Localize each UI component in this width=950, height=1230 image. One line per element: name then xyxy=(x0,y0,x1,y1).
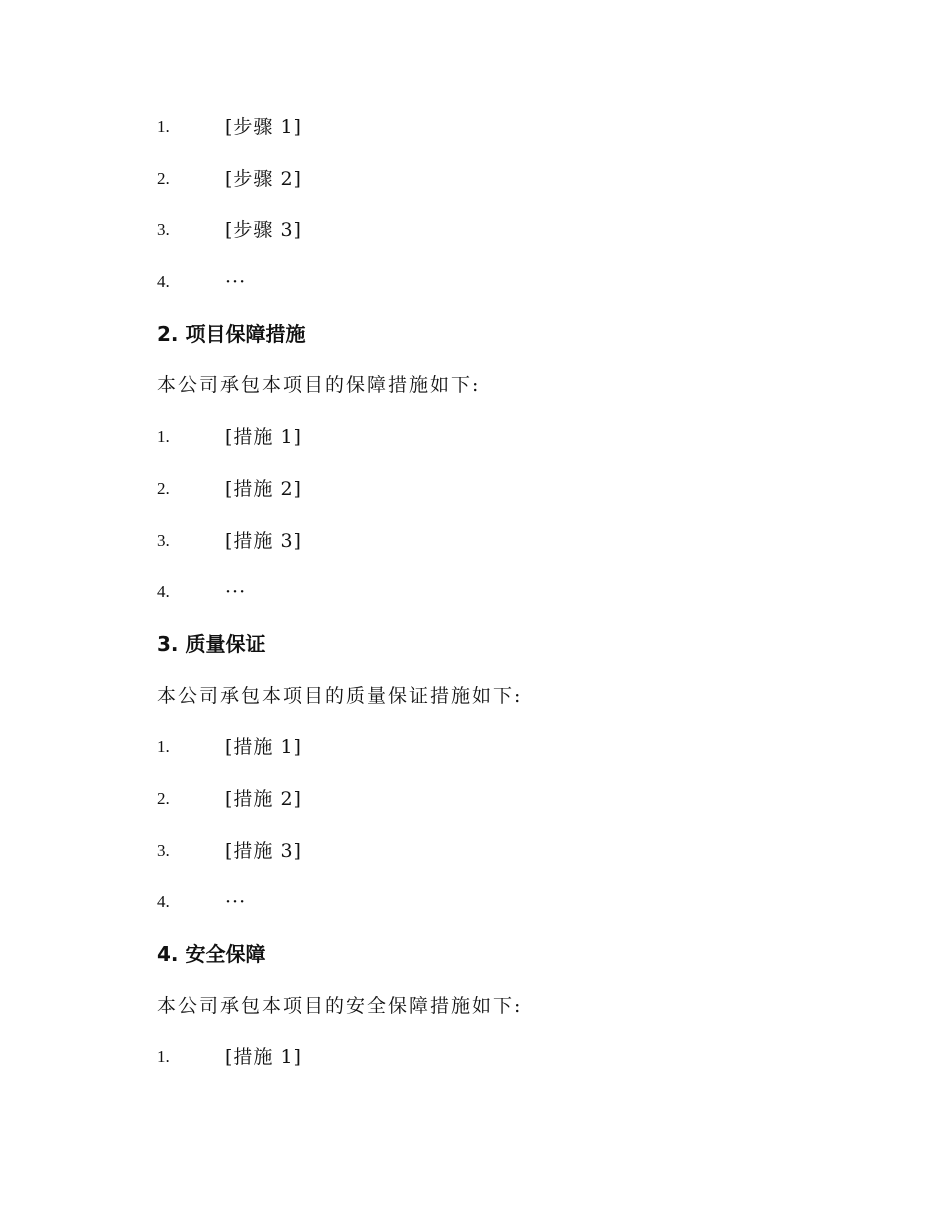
list-text: [步骤 1] xyxy=(225,116,302,138)
list-number: 2. xyxy=(157,479,170,498)
list-text: [措施 3] xyxy=(225,530,302,552)
list-text: [步骤 3] xyxy=(225,219,302,241)
section-intro: 本公司承包本项目的保障措施如下: xyxy=(157,374,481,396)
list-number: 4. xyxy=(157,582,170,601)
list-number: 1. xyxy=(157,427,170,446)
list-number: 4. xyxy=(157,892,170,911)
list-text: [措施 3] xyxy=(225,840,302,862)
list-number: 4. xyxy=(157,272,170,291)
list-number: 1. xyxy=(157,737,170,756)
list-number: 3. xyxy=(157,841,170,860)
section-heading: 3. 质量保证 xyxy=(157,632,266,656)
list-number: 1. xyxy=(157,1047,170,1066)
list-number: 2. xyxy=(157,169,170,188)
list-text: ··· xyxy=(225,271,247,293)
list-text: ··· xyxy=(225,581,247,603)
list-number: 2. xyxy=(157,789,170,808)
section-heading: 2. 项目保障措施 xyxy=(157,322,306,346)
list-text: [步骤 2] xyxy=(225,168,302,190)
list-text: [措施 2] xyxy=(225,788,302,810)
list-number: 3. xyxy=(157,220,170,239)
list-text: [措施 1] xyxy=(225,1046,302,1068)
list-number: 1. xyxy=(157,117,170,136)
list-number: 3. xyxy=(157,531,170,550)
list-text: [措施 1] xyxy=(225,736,302,758)
section-heading: 4. 安全保障 xyxy=(157,942,266,966)
list-text: [措施 1] xyxy=(225,426,302,448)
section-intro: 本公司承包本项目的安全保障措施如下: xyxy=(157,995,523,1017)
list-text: ··· xyxy=(225,891,247,913)
section-intro: 本公司承包本项目的质量保证措施如下: xyxy=(157,685,523,707)
list-text: [措施 2] xyxy=(225,478,302,500)
